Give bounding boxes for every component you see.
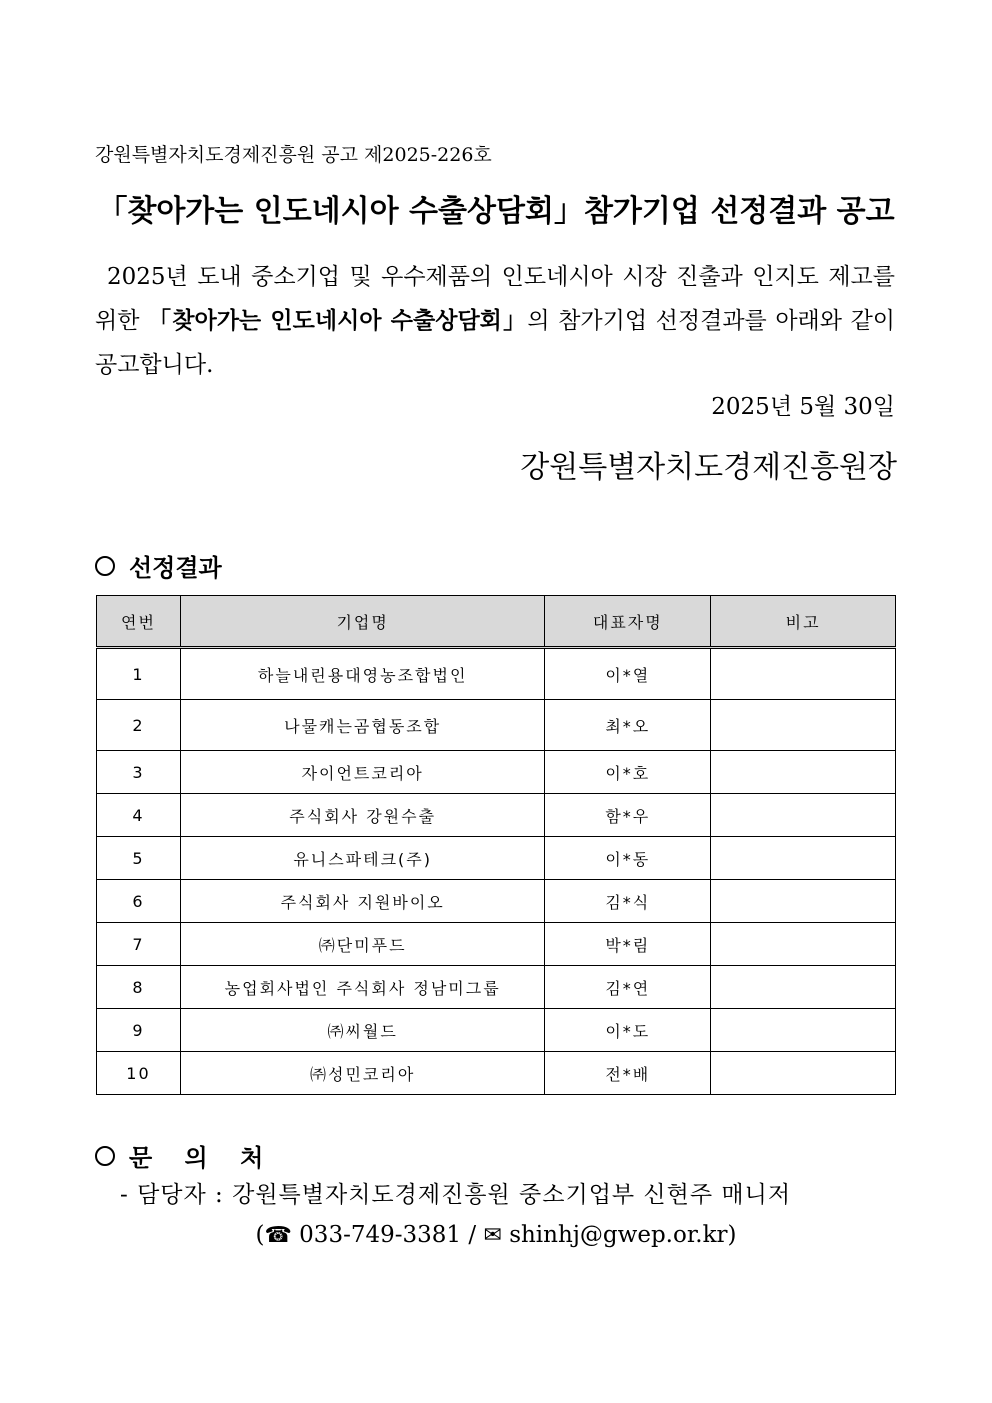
notice-body [95, 255, 895, 387]
cell-company: 하늘내린용대영농조합법인 [180, 648, 545, 700]
table-row [97, 923, 896, 966]
cell-note [711, 751, 896, 794]
cell-ceo: 함*우 [545, 794, 711, 837]
table-row [97, 966, 896, 1009]
cell-note [711, 880, 896, 923]
table-row [97, 837, 896, 880]
cell-ceo: 이*열 [545, 648, 711, 700]
table-row [97, 794, 896, 837]
table-row [97, 700, 896, 751]
cell-note [711, 1052, 896, 1095]
body-part1: 2025년 도내 중소기업 및 우수제품의 인도네시아 시장 진출과 인지도 제고를 위한 [95, 264, 895, 334]
contact-phone: 033-749-3381 [299, 1222, 462, 1248]
cell-company: 나물캐는곰협동조합 [180, 700, 545, 751]
table-row [97, 648, 896, 700]
issuer-name: 강원특별자치도경제진흥원장 [520, 450, 897, 485]
cell-no: 5 [97, 837, 181, 880]
cell-no: 8 [97, 966, 181, 1009]
cell-ceo: 박*림 [545, 923, 711, 966]
table-header-row [97, 596, 896, 648]
result-table [96, 595, 896, 1095]
phone-icon: ☎ [264, 1223, 292, 1248]
cell-no: 4 [97, 794, 181, 837]
cell-note [711, 837, 896, 880]
cell-ceo: 이*동 [545, 837, 711, 880]
cell-no: 6 [97, 880, 181, 923]
cell-no: 3 [97, 751, 181, 794]
cell-ceo: 김*식 [545, 880, 711, 923]
body-part2: 의 참가기업 선정결과를 아래와 같이 공고합니다. [95, 308, 895, 378]
table-row [97, 751, 896, 794]
cell-ceo: 이*호 [545, 751, 711, 794]
body-event-name: 「찾아가는 인도네시아 수출상담회」 [148, 308, 528, 334]
cell-company: 자이언트코리아 [180, 751, 545, 794]
circle-bullet-icon [95, 1146, 115, 1166]
table-row [97, 880, 896, 923]
page-title: 「찾아가는 인도네시아 수출상담회」참가기업 선정결과 공고 [97, 194, 895, 229]
cell-no: 1 [97, 648, 181, 700]
cell-no: 9 [97, 1009, 181, 1052]
section-result-heading [95, 548, 222, 583]
header-company: 기업명 [180, 596, 545, 648]
cell-ceo: 김*연 [545, 966, 711, 1009]
cell-ceo: 이*도 [545, 1009, 711, 1052]
cell-note [711, 700, 896, 751]
cell-no: 10 [97, 1052, 181, 1095]
notice-number: 강원특별자치도경제진흥원 공고 제2025-226호 [95, 144, 492, 166]
section-result-label: 선정결과 [129, 553, 222, 582]
header-ceo: 대표자명 [545, 596, 711, 648]
cell-note [711, 648, 896, 700]
cell-note [711, 966, 896, 1009]
section-contact-label: 문 의 처 [129, 1143, 276, 1172]
cell-company: 농업회사법인 주식회사 정남미그룹 [180, 966, 545, 1009]
cell-company: ㈜씨월드 [180, 1009, 545, 1052]
cell-note [711, 794, 896, 837]
contact-person: - 담당자 : 강원특별자치도경제진흥원 중소기업부 신현주 매니저 [120, 1182, 792, 1208]
notice-date: 2025년 5월 30일 [711, 394, 895, 420]
circle-bullet-icon [95, 556, 115, 576]
cell-ceo: 최*오 [545, 700, 711, 751]
cell-company: 주식회사 강원수출 [180, 794, 545, 837]
contact-details: (☎ 033-749-3381 / ✉ shinhj@gwep.or.kr) [255, 1222, 737, 1248]
cell-ceo: 전*배 [545, 1052, 711, 1095]
header-no: 연번 [97, 596, 181, 648]
cell-company: ㈜단미푸드 [180, 923, 545, 966]
cell-company: ㈜성민코리아 [180, 1052, 545, 1095]
cell-company: 주식회사 지원바이오 [180, 880, 545, 923]
table-row [97, 1052, 896, 1095]
section-contact-heading [95, 1138, 275, 1173]
header-note: 비고 [711, 596, 896, 648]
cell-note [711, 1009, 896, 1052]
mail-icon: ✉ [483, 1223, 502, 1248]
cell-company: 유니스파테크(주) [180, 837, 545, 880]
cell-no: 2 [97, 700, 181, 751]
table-row [97, 1009, 896, 1052]
cell-no: 7 [97, 923, 181, 966]
cell-note [711, 923, 896, 966]
contact-email[interactable]: shinhj@gwep.or.kr [509, 1222, 728, 1248]
